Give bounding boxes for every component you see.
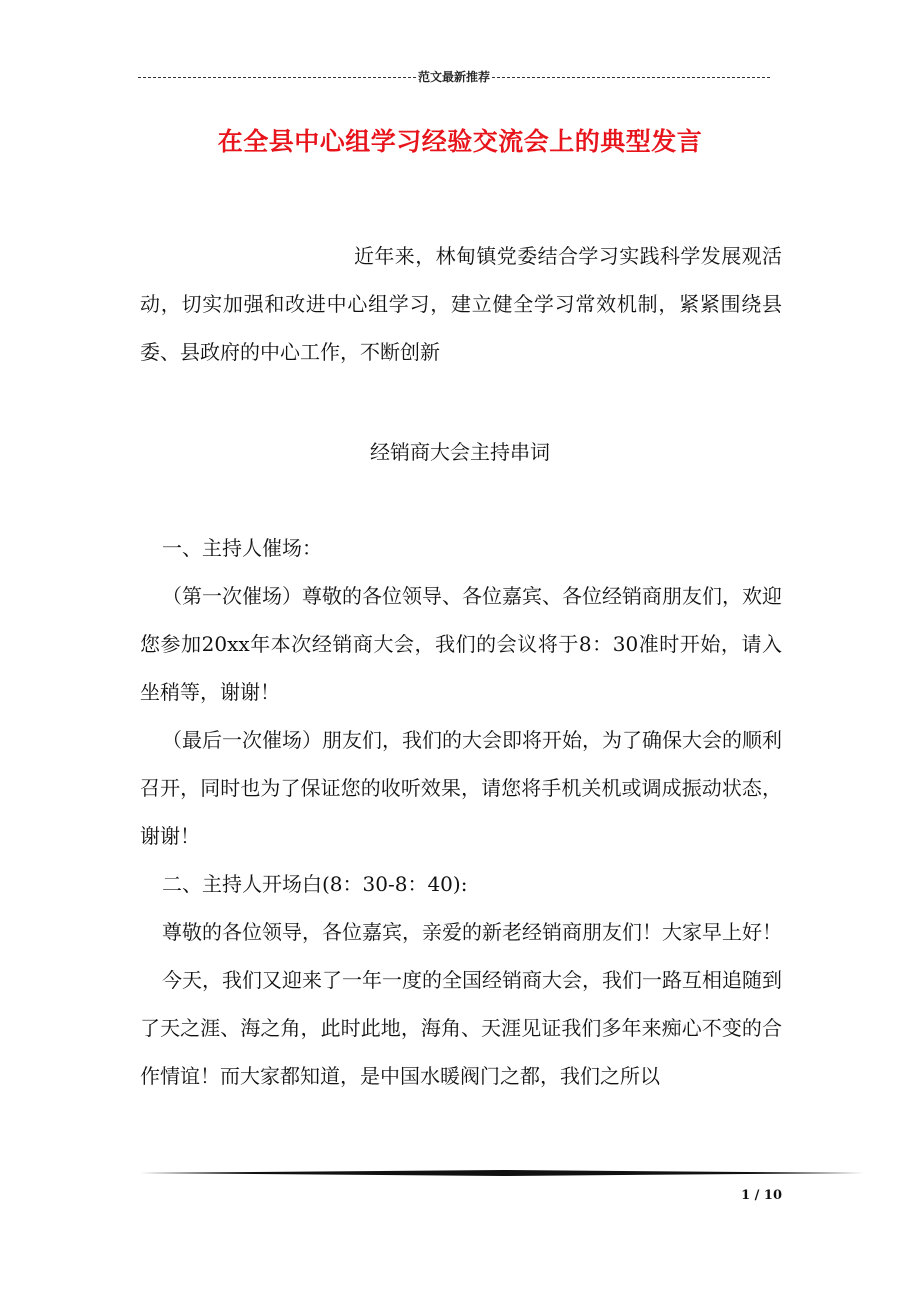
page-header [138, 66, 770, 86]
section-title: 经销商大会主持串词 [370, 440, 550, 464]
body-paragraph: 今天，我们又迎来了一年一度的全国经销商大会，我们一路互相追随到了天之涯、海之角，此时此地，海角、天涯见证我们多年来痴心不变的合作情谊！而大家都知道，是中国水暖阀门之都，我们之所以 [140, 968, 782, 1088]
body-paragraph: （最后一次催场）朋友们，我们的大会即将开始，为了确保大会的顺利召开，同时也为了保证您的收听效果，请您将手机关机或调成振动状态，谢谢！ [140, 728, 782, 848]
header-dash-left [138, 77, 416, 78]
body-paragraph: 二、主持人开场白(8：30-8：40): [162, 872, 468, 896]
document-body [140, 524, 782, 1100]
header-dash-right [492, 77, 770, 78]
document-title: 在全县中心组学习经验交流会上的典型发言 [217, 127, 703, 156]
body-paragraph: （第一次催场）尊敬的各位领导、各位嘉宾、各位经销商朋友们，欢迎您参加20xx年本次经销商大会，我们的会议将于8：30准时开始，请入坐稍等，谢谢！ [140, 584, 782, 704]
header-label: 范文最新推荐 [418, 69, 491, 84]
intro-paragraph: 近年来，林甸镇党委结合学习实践科学发展观活动，切实加强和改进中心组学习，建立健全学习常效机制，紧紧围绕县委、县政府的中心工作，不断创新 [140, 244, 782, 364]
body-paragraph: 一、主持人催场： [162, 536, 322, 560]
body-paragraph: 尊敬的各位领导，各位嘉宾，亲爱的新老经销商朋友们！大家早上好！ [162, 920, 782, 944]
page-number: 1 / 10 [741, 1188, 782, 1203]
footer-rule [140, 1170, 864, 1176]
